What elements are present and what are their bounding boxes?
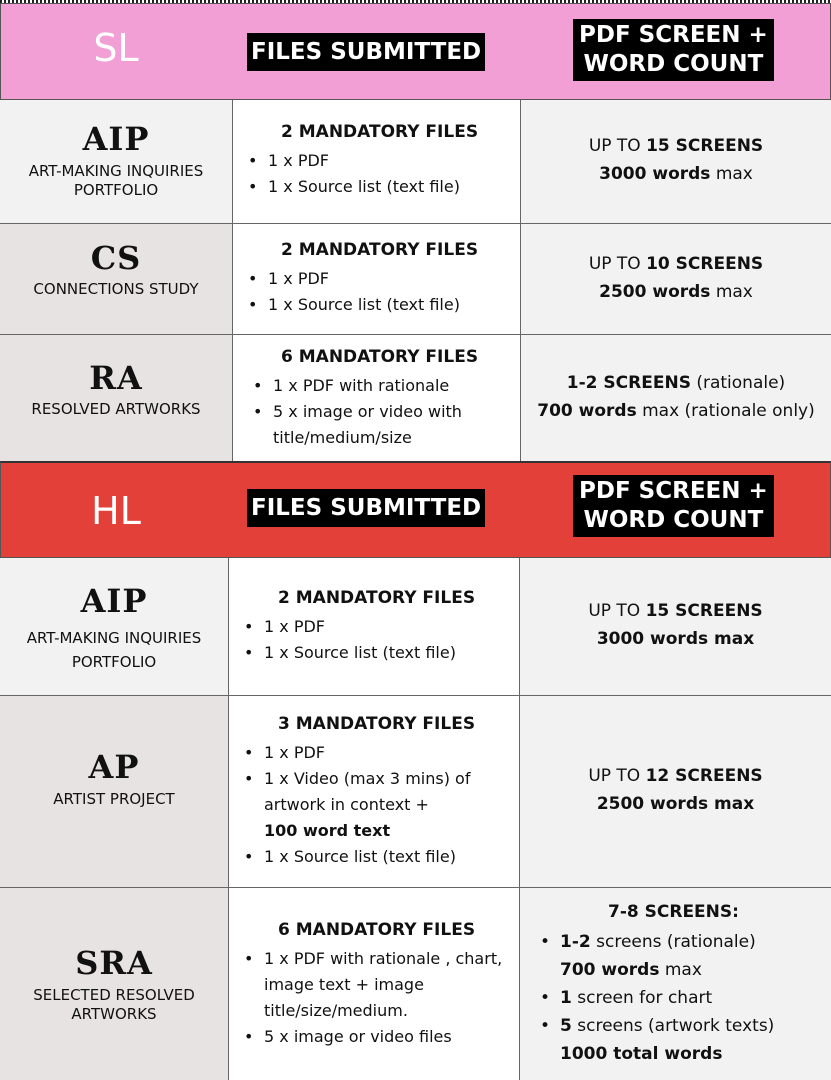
list-item: • 1 x PDF [244,614,509,640]
hl-ap-mandatory: 3 MANDATORY FILES [278,714,476,734]
hl-ap-screens-cell [520,696,831,887]
sl-ra-name: RESOLVED ARTWORKS [31,400,201,418]
list-item: • 1-2 screens (rationale) 700 words max [540,928,830,984]
list-item: • 1 x PDF with rationale , chart, image text + image title/size/medium. [244,946,509,1024]
hl-ap-file-list [244,740,499,870]
sl-aip-name-line1: ART-MAKING INQUIRIES [28,162,204,180]
hl-aip-mandatory: 2 MANDATORY FILES [278,588,476,608]
hl-pdf-header-line1: PDF SCREEN + [579,478,768,504]
list-item: • 1 x PDF [244,740,499,766]
hl-level-label: HL [91,489,141,533]
hl-aip-screens: UP TO 15 SCREENS 3000 words max [588,601,763,649]
sl-aip-component-cell [0,100,233,223]
list-item: • 1 x Source list (text file) [248,174,513,200]
list-item: • 1 x PDF with rationale [253,373,503,399]
hl-ap-screens: UP TO 12 SCREENS 2500 words max [588,766,763,814]
hl-row-sra [0,888,831,1080]
hl-aip-files-cell [229,558,520,695]
sl-cs-code: CS [90,239,142,277]
sl-row-ra [0,335,831,461]
sl-cs-component-cell [0,224,233,334]
sl-row-cs [0,224,831,335]
list-item: • 5 screens (artwork texts) 1000 total words [540,1012,830,1068]
hl-sra-screens-header: 7-8 SCREENS: [608,902,739,922]
sl-aip-screens-cell [521,100,831,223]
sl-aip-file-list [248,148,513,200]
hl-row-aip [0,558,831,696]
list-item: • 1 screen for chart [540,984,830,1012]
hl-ap-code: AP [88,748,140,786]
sl-pdf-header-line2: WORD COUNT [583,51,764,77]
list-item: • 1 x Source list (text file) [244,640,509,666]
sl-ra-files-cell [233,335,521,461]
hl-sra-component-cell [0,888,229,1080]
list-item: • 1 x PDF [248,148,513,174]
hl-sra-screens-list [540,928,830,1068]
sl-cs-mandatory: 2 MANDATORY FILES [281,240,479,260]
sl-pdf-header-line1: PDF SCREEN + [579,22,768,48]
hl-files-submitted-header: FILES SUBMITTED [247,489,485,527]
hl-header-band [0,461,831,558]
hl-aip-name [0,626,228,674]
hl-ap-component-cell [0,696,229,887]
sl-cs-file-list [248,266,513,318]
list-item: • 5 x image or video with title/medium/size [253,399,503,451]
sl-pdf-word-count-header [573,19,774,81]
sl-ra-screens: 1-2 SCREENS (rationale) 700 words max (rationale only) [537,373,815,421]
hl-pdf-header-line2: WORD COUNT [583,507,764,533]
hl-aip-name-line1: ART-MAKING INQUIRIES [26,629,202,647]
list-item: • 1 x PDF [248,266,513,292]
sl-cs-screens: UP TO 10 SCREENS 2500 words max [588,254,764,302]
list-item: • 1 x Video (max 3 mins) of artwork in context + 100 word text [244,766,499,844]
sl-aip-name [0,162,232,200]
hl-sra-name [0,986,228,1024]
sl-cs-files-cell [233,224,521,334]
sl-header-band [0,3,831,100]
hl-ap-files-cell [229,696,520,887]
hl-sra-files-cell [229,888,520,1080]
hl-aip-code: AIP [80,582,148,620]
hl-sra-screens-cell [520,888,831,1080]
sl-aip-mandatory: 2 MANDATORY FILES [281,122,479,142]
hl-ap-name: ARTIST PROJECT [53,790,175,808]
sl-ra-component-cell [0,335,233,461]
hl-pdf-word-count-header [573,475,774,537]
hl-aip-component-cell [0,558,229,695]
sl-ra-code: RA [89,359,143,397]
sl-cs-screens-cell [521,224,831,334]
sl-ra-mandatory: 6 MANDATORY FILES [281,347,479,367]
hl-aip-name-line2: PORTFOLIO [71,653,157,671]
hl-sra-mandatory: 6 MANDATORY FILES [278,920,476,940]
sl-aip-screens: UP TO 15 SCREENS 3000 words max [588,136,764,184]
sl-level-label: SL [93,26,139,70]
hl-sra-name-line1: SELECTED RESOLVED [33,986,195,1004]
list-item: • 1 x Source list (text file) [244,844,499,870]
sl-aip-name-line2: PORTFOLIO [73,181,159,199]
hl-aip-file-list [244,614,509,666]
sl-files-submitted-header: FILES SUBMITTED [247,33,485,71]
hl-sra-file-list [244,946,509,1050]
list-item: • 1 x Source list (text file) [248,292,513,318]
sl-aip-code: AIP [82,120,150,158]
list-item: • 5 x image or video files [244,1024,509,1050]
hl-sra-name-line2: ARTWORKS [71,1005,157,1023]
sl-cs-name: CONNECTIONS STUDY [33,280,199,298]
sl-ra-screens-cell [521,335,831,461]
hl-aip-screens-cell [520,558,831,695]
sl-ra-file-list [253,373,503,451]
sl-row-aip [0,100,831,224]
hl-sra-code: SRA [75,944,153,982]
hl-row-ap [0,696,831,888]
sl-aip-files-cell [233,100,521,223]
